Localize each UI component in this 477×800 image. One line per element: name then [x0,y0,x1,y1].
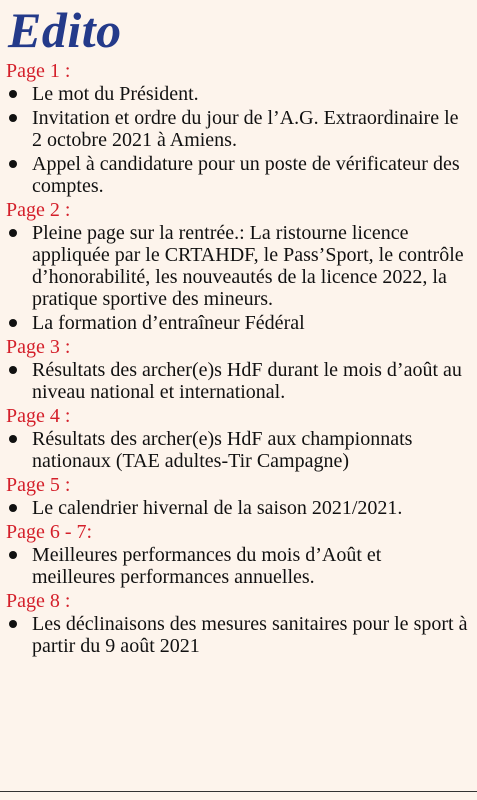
bullet-icon [9,160,17,168]
list-item: Pleine page sur la rentrée.: La ristourne licence appliquée par le CRTAHDF, le Pass’Sport, le contrôle d’honorabilité, les nouveautés de la licence 2022, la pratique sportive des mineurs. [6,222,469,310]
bullet-icon [9,435,17,443]
bullet-icon [9,319,17,327]
item-list [6,222,469,334]
bullet-icon [9,620,17,628]
list-item: Le calendrier hivernal de la saison 2021/2021. [6,497,469,519]
bullet-icon [9,366,17,374]
page-heading: Page 5 : [6,474,71,496]
section-page-1 [6,60,469,197]
bullet-icon [9,504,17,512]
section-page-6-7 [6,521,469,588]
list-item: Appel à candidature pour un poste de vérificateur des comptes. [6,153,469,197]
page-heading: Page 3 : [6,336,71,358]
page-heading: Page 8 : [6,590,71,612]
page-heading: Page 1 : [6,60,71,82]
bullet-icon [9,551,17,559]
bullet-icon [9,90,17,98]
list-item: Les déclinaisons des mesures sanitaires pour le sport à partir du 9 août 2021 [6,613,469,657]
section-page-4 [6,405,469,472]
item-list [6,428,469,472]
item-list [6,544,469,588]
list-item: Le mot du Président. [6,83,469,105]
bullet-icon [9,229,17,237]
list-item: Résultats des archer(e)s HdF aux championnats nationaux (TAE adultes-Tir Campagne) [6,428,469,472]
item-list [6,497,469,519]
page-heading: Page 2 : [6,199,71,221]
item-list [6,613,469,657]
list-item: Invitation et ordre du jour de l’A.G. Extraordinaire le 2 octobre 2021 à Amiens. [6,107,469,151]
list-item: La formation d’entraîneur Fédéral [6,312,469,334]
section-page-3 [6,336,469,403]
list-item: Meilleures performances du mois d’Août et meilleures performances annuelles. [6,544,469,588]
page-heading: Page 6 - 7: [6,521,93,543]
section-page-5 [6,474,469,519]
bottom-divider [0,791,477,792]
edito-title: Edito [8,2,122,58]
section-page-2 [6,199,469,334]
item-list [6,83,469,197]
page-heading: Page 4 : [6,405,71,427]
list-item: Résultats des archer(e)s HdF durant le mois d’août au niveau national et international. [6,359,469,403]
item-list [6,359,469,403]
bullet-icon [9,114,17,122]
section-page-8 [6,590,469,657]
